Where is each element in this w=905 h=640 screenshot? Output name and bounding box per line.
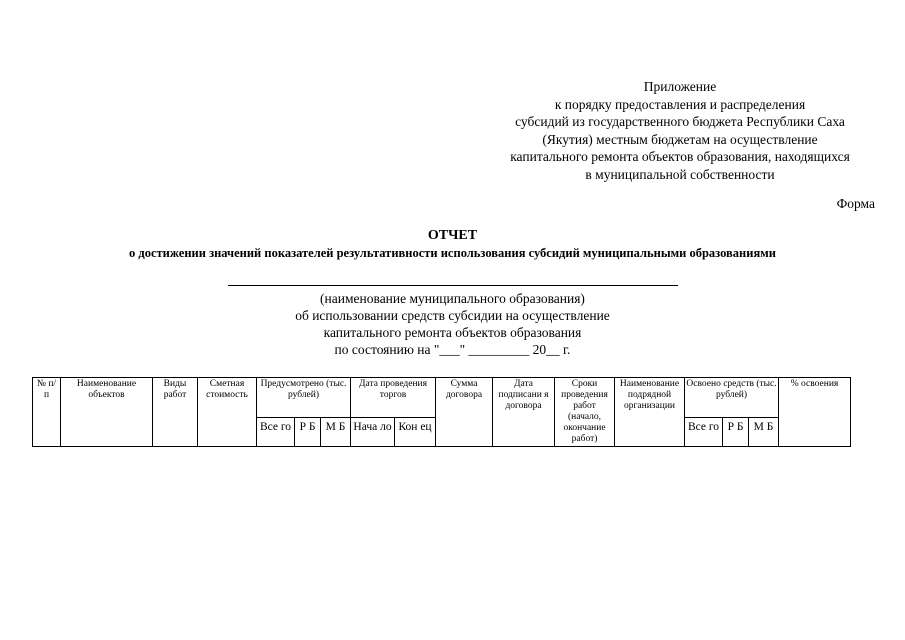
report-table (32, 377, 851, 447)
col-planned-header: Предусмотрено (тыс. рублей) (257, 378, 351, 418)
col-objects-header: Наименование объектов (61, 378, 153, 447)
report-title: ОТЧЕТ (427, 228, 478, 243)
mastered-rb-header: Р Б (723, 418, 749, 447)
planned-total-header: Все го (257, 418, 295, 447)
subsidy-usage-line: об использовании средств субсидии на осуществление (295, 308, 610, 323)
mastered-total-header: Все го (685, 418, 723, 447)
appendix-line: к порядку предоставления и распределения (554, 96, 806, 112)
col-percent-header: % освоения (779, 378, 851, 447)
municipality-name-line[interactable] (228, 285, 678, 286)
planned-mb-header: М Б (321, 418, 351, 447)
appendix-line: Приложение (643, 79, 717, 94)
mastered-mb-header: М Б (749, 418, 779, 447)
appendix-line: в муниципальной собственности (585, 166, 775, 182)
col-tender-header: Дата проведения торгов (351, 378, 436, 418)
col-mastered-header: Освоено средств (тыс. рублей) (685, 378, 779, 418)
col-contract-date-header: Дата подписани я договора (493, 378, 555, 447)
col-works-header: Виды работ (153, 378, 198, 447)
report-subtitle: о достижении значений показателей результативности использования субсидий муниципальными образованиями (129, 246, 776, 260)
tender-start-header: Нача ло (351, 418, 395, 447)
appendix-header (470, 78, 890, 183)
planned-rb-header: Р Б (295, 418, 321, 447)
municipality-block (0, 290, 905, 358)
municipality-caption: (наименование муниципального образования) (320, 291, 585, 306)
table-header-row (33, 378, 851, 418)
col-contract-sum-header: Сумма договора (436, 378, 493, 447)
col-contractor-header: Наименование подрядной организации (615, 378, 685, 447)
col-cost-header: Сметная стоимость (198, 378, 257, 447)
as-of-date-line[interactable]: по состоянию на "___" _________ 20__ г. (334, 342, 571, 357)
appendix-line: субсидий из государственного бюджета Республики Саха (515, 114, 845, 129)
repair-line: капитального ремонта объектов образования (323, 325, 582, 340)
col-terms-header: Сроки проведения работ (начало, окончание работ) (555, 378, 615, 447)
tender-end-header: Кон ец (395, 418, 436, 447)
form-label: Форма (836, 196, 875, 211)
appendix-line: капитального ремонта объектов образования, находящихся (510, 149, 850, 164)
col-num-header: № п/ п (33, 378, 61, 447)
appendix-line: (Якутия) местным бюджетам на осуществление (542, 131, 818, 147)
